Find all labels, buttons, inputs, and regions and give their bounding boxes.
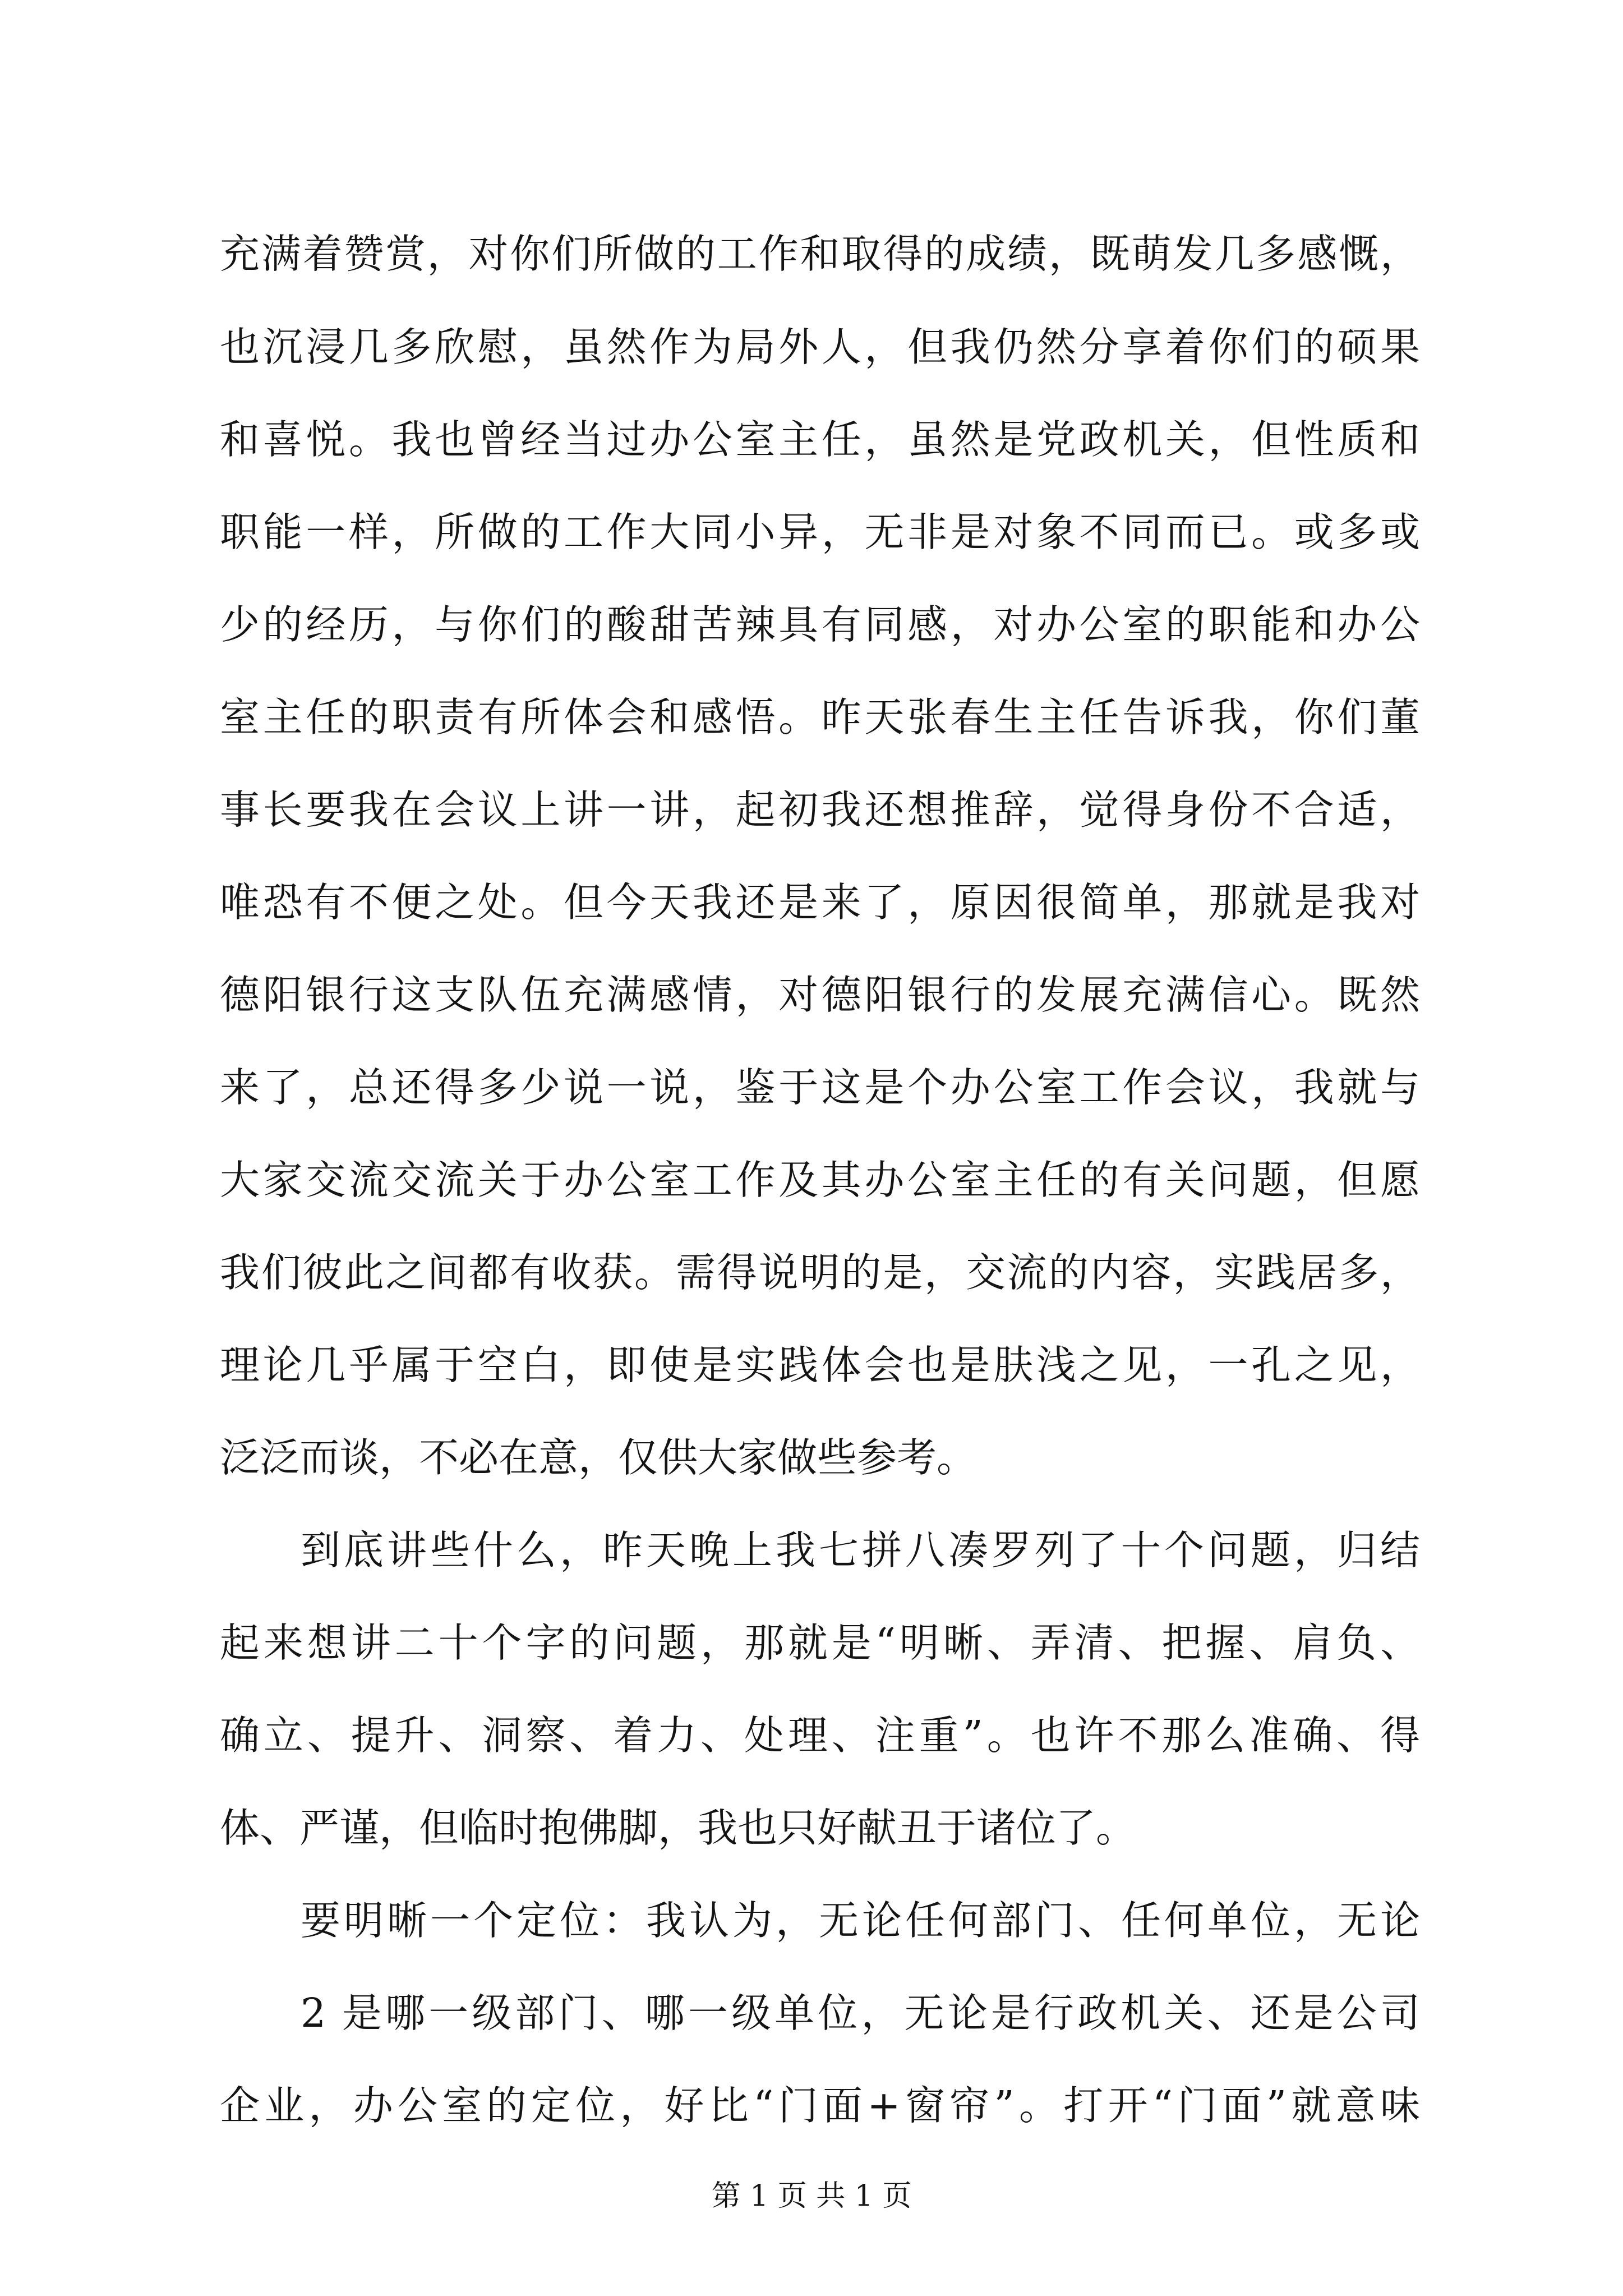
body-text-line: 企业，办公室的定位，好比“门面+窗帘”。打开“门面”就意味 [220,2082,1420,2129]
body-text-line: 唯恐有不便之处。但今天我还是来了，原因很简单，那就是我对 [220,879,1420,926]
body-text-line: 泛泛而谈，不必在意，仅供大家做些参考。 [220,1434,977,1481]
body-text-line: 事长要我在会议上讲一讲，起初我还想推辞，觉得身份不合适， [220,786,1420,833]
body-text-line: 充满着赞赏，对你们所做的工作和取得的成绩，既萌发几多感慨， [220,231,1420,277]
page-footer: 第 1 页 共 1 页 [711,2179,912,2213]
body-text-line: 德阳银行这支队伍充满感情，对德阳银行的发展充满信心。既然 [220,972,1420,1018]
body-text-line: 确立、提升、洞察、着力、处理、注重”。也许不那么准确、得 [220,1712,1420,1759]
body-text-line: 和喜悦。我也曾经当过办公室主任，虽然是党政机关，但性质和 [220,416,1420,463]
page-number-line: 2 是哪一级部门、哪一级单位，无论是行政机关、还是公司 [301,1990,1420,2036]
body-text-line: 大家交流交流关于办公室工作及其办公室主任的有关问题，但愿 [220,1157,1420,1203]
paragraph-first-line: 到底讲些什么，昨天晚上我七拼八凑罗列了十个问题，归结 [301,1527,1420,1573]
body-text-line: 来了，总还得多少说一说，鉴于这是个办公室工作会议，我就与 [220,1064,1420,1111]
body-text-line: 也沉浸几多欣慰，虽然作为局外人，但我仍然分享着你们的硕果 [220,324,1420,370]
body-text-line: 室主任的职责有所体会和感悟。昨天张春生主任告诉我，你们董 [220,694,1420,740]
paragraph-first-line: 要明晰一个定位：我认为，无论任何部门、任何单位，无论 [301,1897,1420,1944]
body-text-line: 理论几乎属于空白，即使是实践体会也是肤浅之见，一孔之见， [220,1342,1420,1388]
body-text-line: 职能一样，所做的工作大同小异，无非是对象不同而已。或多或 [220,509,1420,555]
body-text-line: 少的经历，与你们的酸甜苦辣具有同感，对办公室的职能和办公 [220,601,1420,648]
body-text-line: 起来想讲二十个字的问题，那就是“明晰、弄清、把握、肩负、 [220,1619,1420,1666]
body-text-line: 体、严谨，但临时抱佛脚，我也只好献丑于诸位了。 [220,1805,1136,1851]
body-text-line: 我们彼此之间都有收获。需得说明的是，交流的内容，实践居多， [220,1249,1420,1296]
